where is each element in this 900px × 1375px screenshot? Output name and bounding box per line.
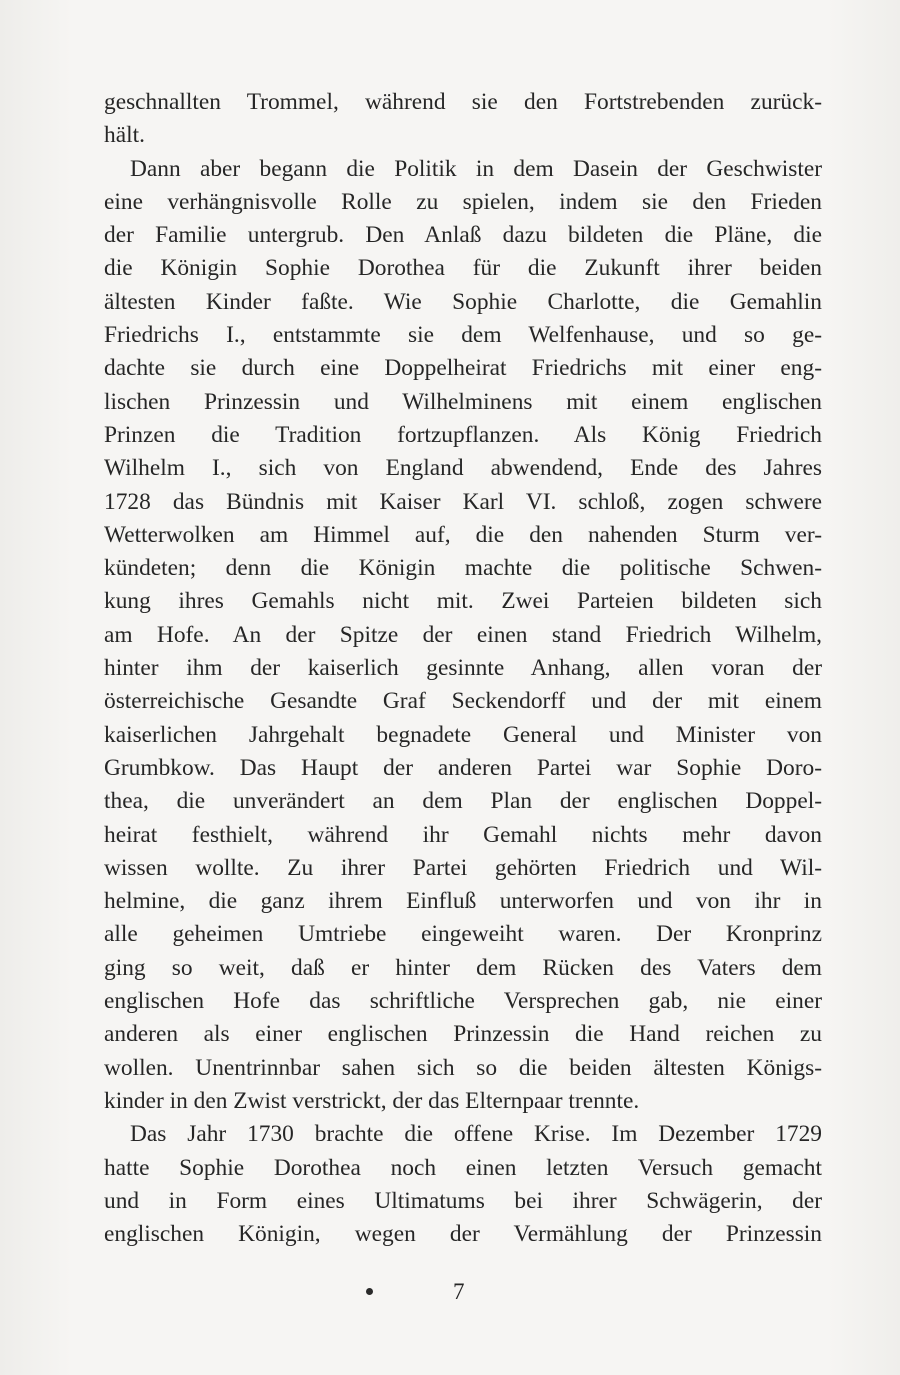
text-line: österreichische Gesandte Graf Seckendorff und der mit einem — [104, 688, 822, 715]
text-line: Grumbkow. Das Haupt der anderen Partei war Sophie Doro- — [104, 754, 822, 781]
text-line: hinter ihm der kaiserlich gesinnte Anhang, allen voran der — [104, 655, 822, 682]
text-line: alle geheimen Umtriebe eingeweiht waren. Der Kronprinz — [104, 921, 822, 948]
text-line: eine verhängnisvolle Rolle zu spielen, indem sie den Frieden — [104, 188, 822, 215]
text-line: wissen wollte. Zu ihrer Partei gehörten Friedrich und Wil- — [104, 854, 822, 881]
text-line: die Königin Sophie Dorothea für die Zukunft ihrer beiden — [104, 255, 822, 282]
page-footer — [0, 1277, 900, 1307]
text-line: heirat festhielt, während ihr Gemahl nichts mehr davon — [104, 821, 822, 848]
text-line: helmine, die ganz ihrem Einfluß unterworfen und von ihr in — [104, 888, 822, 915]
text-line: thea, die unverändert an dem Plan der englischen Doppel- — [104, 788, 822, 815]
text-line: hält. — [104, 122, 145, 149]
text-line: 1728 das Bündnis mit Kaiser Karl VI. schloß, zogen schwere — [104, 488, 822, 515]
text-line: und in Form eines Ultimatums bei ihrer Schwägerin, der — [104, 1187, 822, 1214]
text-line: der Familie untergrub. Den Anlaß dazu bildeten die Pläne, die — [104, 222, 822, 249]
text-line: lischen Prinzessin und Wilhelminens mit einem englischen — [104, 388, 822, 415]
text-line: am Hofe. An der Spitze der einen stand Friedrich Wilhelm, — [104, 621, 822, 648]
text-line: geschnallten Trommel, während sie den Fortstrebenden zurück- — [104, 89, 822, 115]
text-line: englischen Königin, wegen der Vermählung der Prinzessin — [104, 1221, 822, 1248]
text-line: hatte Sophie Dorothea noch einen letzten Versuch gemacht — [104, 1154, 822, 1181]
paragraph-start-line: Das Jahr 1730 brachte die offene Krise. Im Dezember 1729 — [130, 1121, 822, 1148]
text-line: wollen. Unentrinnbar sahen sich so die beiden ältesten Königs- — [104, 1054, 822, 1081]
paragraph-start-line: Dann aber begann die Politik in dem Dasein der Geschwister — [130, 155, 822, 182]
text-line: ältesten Kinder faßte. Wie Sophie Charlotte, die Gemahlin — [104, 288, 822, 315]
text-line: Wetterwolken am Himmel auf, die den nahenden Sturm ver- — [104, 521, 822, 548]
text-line: ging so weit, daß er hinter dem Rücken des Vaters dem — [104, 954, 822, 981]
text-line: kündeten; denn die Königin machte die politische Schwen- — [104, 555, 822, 582]
page-number: 7 — [453, 1279, 465, 1304]
text-line: dachte sie durch eine Doppelheirat Friedrichs mit einer eng- — [104, 355, 822, 382]
bullet-ornament-icon — [366, 1288, 373, 1295]
text-line: kinder in den Zwist verstrickt, der das Elternpaar trennte. — [104, 1087, 640, 1114]
text-line: kaiserlichen Jahrgehalt begnadete General und Minister von — [104, 721, 822, 748]
text-line: Friedrichs I., entstammte sie dem Welfenhause, und so ge- — [104, 322, 822, 349]
text-line: Wilhelm I., sich von England abwendend, Ende des Jahres — [104, 455, 822, 482]
text-line: englischen Hofe das schriftliche Versprechen gab, nie einer — [104, 988, 822, 1015]
body-text — [104, 86, 822, 1251]
text-line: anderen als einer englischen Prinzessin die Hand reichen zu — [104, 1021, 822, 1048]
text-line: Prinzen die Tradition fortzupflanzen. Als König Friedrich — [104, 421, 822, 448]
text-line: kung ihres Gemahls nicht mit. Zwei Parteien bildeten sich — [104, 588, 822, 615]
